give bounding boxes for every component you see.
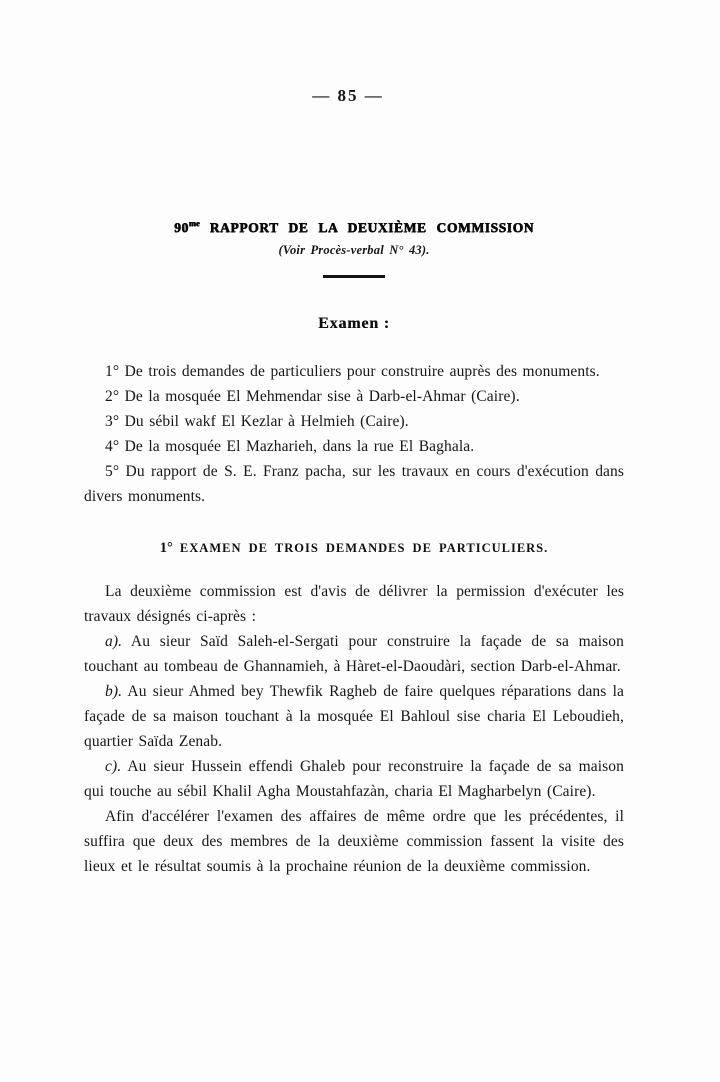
- agenda-item: 3° Du sébil wakf El Kezlar à Helmieh (Caire).: [105, 412, 409, 430]
- agenda-item: 2° De la mosquée El Mehmendar sise à Darb-el-Ahmar (Caire).: [105, 387, 520, 405]
- report-title-ordinal: me: [188, 218, 200, 228]
- entry-lead-a: a).: [105, 632, 123, 650]
- entry-paragraph-b: [84, 679, 624, 754]
- section-heading-text: EXAMEN DE TROIS DEMANDES DE PARTICULIERS.: [172, 540, 549, 555]
- agenda-item: 1° De trois demandes de particuliers pour construire auprès des monuments.: [105, 362, 600, 380]
- report-body: [84, 579, 624, 879]
- agenda-list: [84, 359, 624, 509]
- entry-text-a: Au sieur Saïd Saleh-el-Sergati pour construire la façade de sa maison touchant au tombeau de Ghannamieh, à Hàret-el-Daoudàri, section Darb-el-Ahmar.: [84, 632, 624, 675]
- page-number: — 85 —: [312, 86, 384, 105]
- closing-paragraph: Afin d'accélérer l'examen des affaires de même ordre que les précédentes, il suffira que deux des membres de la deuxième commission fassent la visite des lieux et le résultat soumis à la prochaine réunion de la deuxième commission.: [84, 807, 624, 875]
- divider-rule: [323, 275, 385, 278]
- report-subtitle: (Voir Procès-verbal N° 43).: [278, 243, 430, 257]
- examen-heading: Examen :: [318, 314, 390, 332]
- entry-paragraph-c: [84, 754, 624, 804]
- entry-paragraph-a: [84, 629, 624, 679]
- agenda-item: 4° De la mosquée El Mazharieh, dans la rue El Baghala.: [105, 437, 475, 455]
- report-title-number: 90: [174, 220, 189, 235]
- entry-text-b: Au sieur Ahmed bey Thewfik Ragheb de faire quelques réparations dans la façade de sa maison touchant à la mosquée El Bahloul sise charia El Leboudieh, quartier Saïda Zenab.: [84, 682, 624, 750]
- report-title-text: RAPPORT DE LA DEUXIÈME COMMISSION: [199, 220, 534, 235]
- section-heading: [84, 540, 624, 557]
- report-title: [84, 218, 624, 236]
- agenda-item: 5° Du rapport de S. E. Franz pacha, sur les travaux en cours d'exécution dans divers monuments.: [84, 462, 624, 505]
- entry-lead-c: c).: [105, 757, 122, 775]
- intro-paragraph: La deuxième commission est d'avis de délivrer la permission d'exécuter les travaux désignés ci-après :: [84, 582, 624, 625]
- section-heading-number: 1°: [159, 539, 173, 556]
- entry-lead-b: b).: [105, 682, 123, 700]
- entry-text-c: Au sieur Hussein effendi Ghaleb pour reconstruire la façade de sa maison qui touche au sébil Khalil Agha Moustahfazàn, charia El Magharbelyn (Caire).: [84, 757, 624, 800]
